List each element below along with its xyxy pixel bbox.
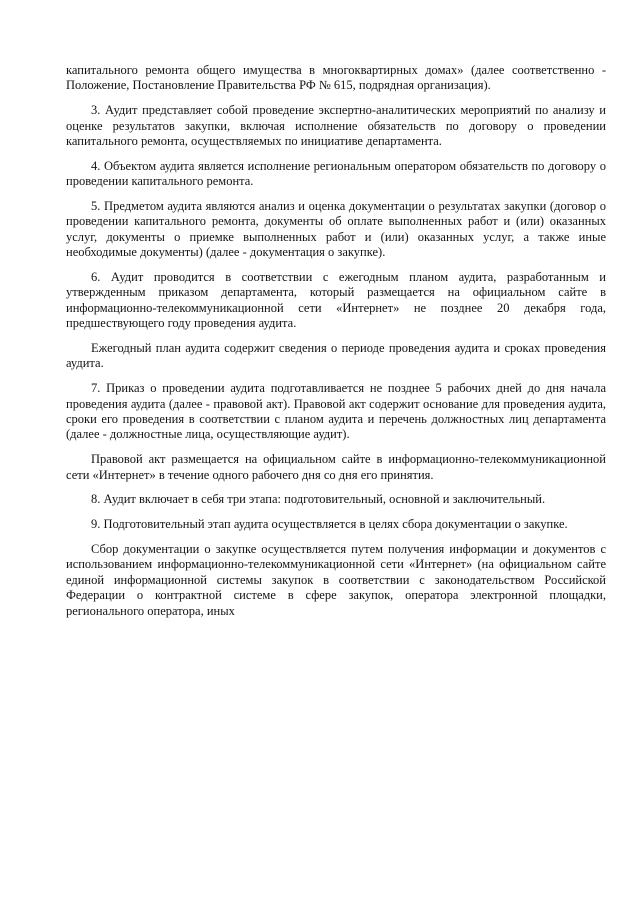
paragraph-item-9: 9. Подготовительный этап аудита осуществляется в целях сбора документации о закупке. [91,517,568,532]
paragraph-item-4: 4. Объектом аудита является исполнение региональным оператором обязательств по договору о проведении капитального ремонта. [66,158,606,189]
paragraph-item-8: 8. Аудит включает в себя три этапа: подготовительный, основной и заключительный. [91,492,546,507]
paragraph-item-6: 6. Аудит проводится в соответствии с ежегодным планом аудита, разработанным и утвержденным приказом департамента, который размещается на официальном сайте в информационно-телекоммуникационной сети «Интернет» не позднее 20 декабря года, предшествующего году проведения аудита. [66,270,606,331]
paragraph-annual-plan: Ежегодный план аудита содержит сведения о периоде проведения аудита и сроках проведения аудита. [66,341,606,371]
paragraph-item-5: 5. Предметом аудита являются анализ и оценка документации о результатах закупки (договор о проведении капитального ремонта, документы об оплате выполненных работ и (или) оказанных услуг, документы о приемке выполненных работ и (или) оказанных услуг, а также иные необходимые документы) (далее - документация о закупке). [66,199,606,260]
document-body [66,63,606,628]
paragraph-continuation: капитального ремонта общего имущества в многоквартирных домах» (далее соответственно - Положение, Постановление Правительства РФ № 615, подрядная организация). [66,63,606,93]
paragraph-collection: Сбор документации о закупке осуществляется путем получения информации и документов с использованием информационно-телекоммуникационной сети «Интернет» (на официальном сайте единой информационной системы закупок в соответствии с законодательством Российской Федерации о контрактной системе в сфере закупок, оператора электронной площадки, регионального оператора, иных [66,542,606,618]
paragraph-item-7: 7. Приказ о проведении аудита подготавливается не позднее 5 рабочих дней до дня начала проведения аудита (далее - правовой акт). Правовой акт содержит основание для проведения аудита, сроки его проведения в соответствии с планом аудита и перечень должностных лиц департамента (далее - должностные лица, осуществляющие аудит). [66,381,606,442]
paragraph-legal-act: Правовой акт размещается на официальном сайте в информационно-телекоммуникационной сети «Интернет» в течение одного рабочего дня со дня его принятия. [66,452,606,482]
paragraph-item-3: 3. Аудит представляет собой проведение экспертно-аналитических мероприятий по анализу и оценке результатов закупки, включая исполнение обязательств по договору о проведении капитального ремонта, осуществляемых по инициативе департамента. [66,103,606,149]
